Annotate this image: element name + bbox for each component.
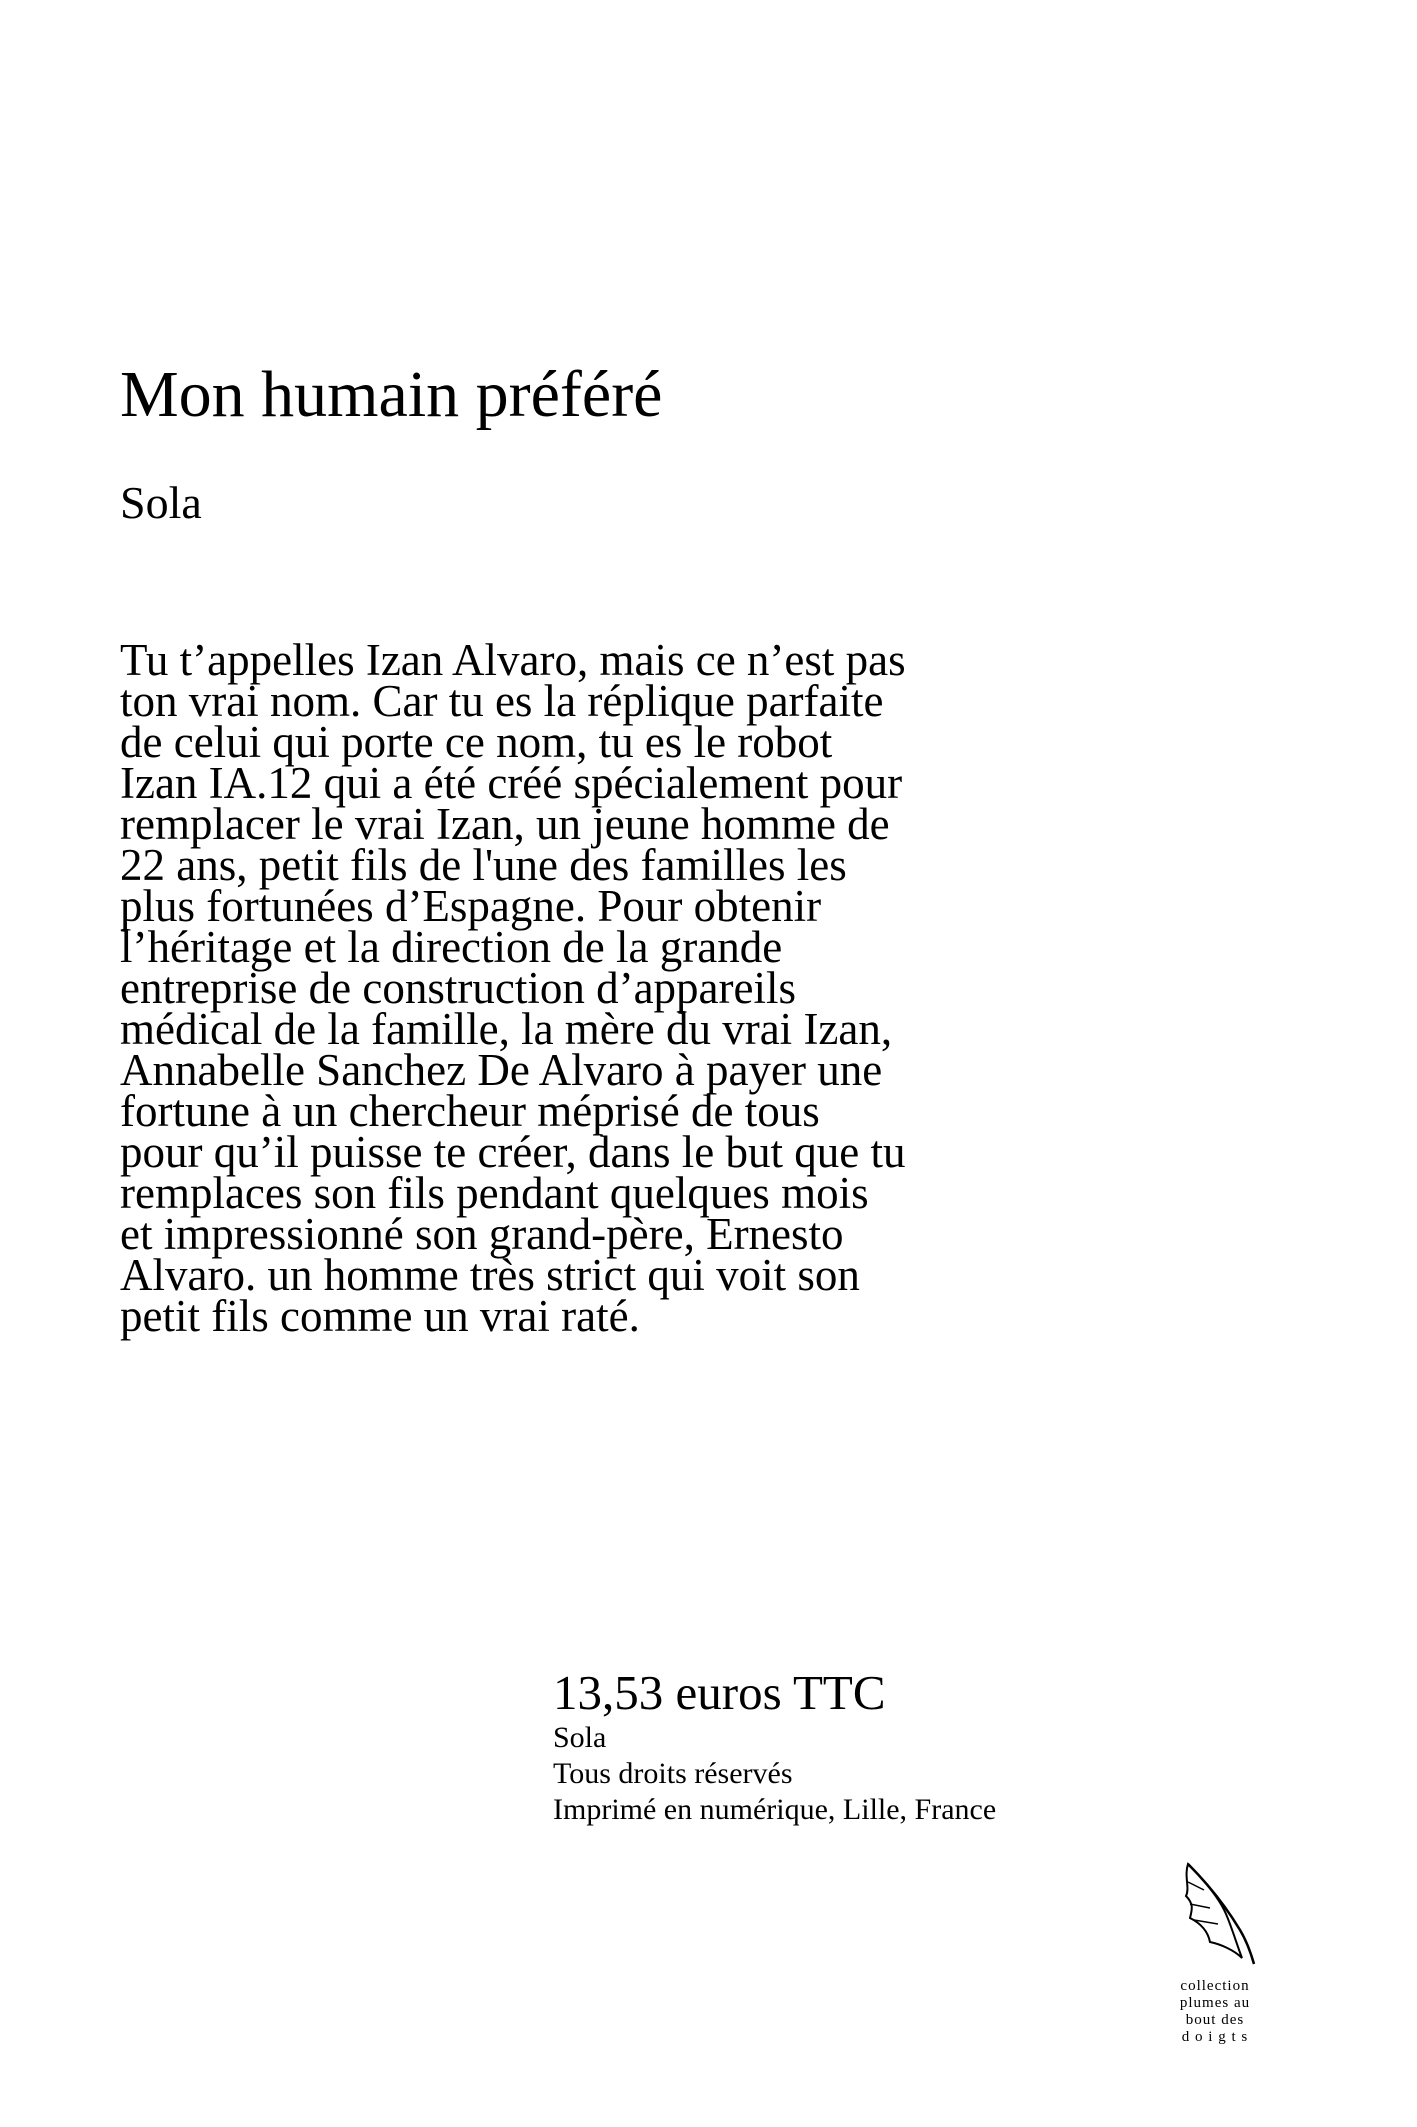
- book-author: Sola: [120, 477, 202, 528]
- blurb-line: plus fortunées d’Espagne. Pour obtenir: [120, 881, 822, 931]
- blurb-line: Annabelle Sanchez De Alvaro à payer une: [120, 1045, 883, 1095]
- blurb-line: Alvaro. un homme très strict qui voit son: [120, 1250, 860, 1300]
- quill-feather-icon: [1180, 1860, 1260, 1970]
- blurb-line: petit fils comme un vrai raté.: [120, 1291, 640, 1341]
- blurb-line: médical de la famille, la mère du vrai Izan,: [120, 1004, 893, 1054]
- blurb-line: Tu t’appelles Izan Alvaro, mais ce n’est pas: [120, 635, 906, 685]
- blurb-line: remplaces son fils pendant quelques mois: [120, 1168, 869, 1218]
- blurb-line: entreprise de construction d’appareils: [120, 963, 796, 1013]
- price: 13,53 euros TTC: [553, 1665, 886, 1720]
- logo-line: collection: [1180, 1978, 1250, 1994]
- publisher-logo: [1160, 1860, 1310, 2046]
- blurb-line: fortune à un chercheur méprisé de tous: [120, 1086, 820, 1136]
- blurb-line: pour qu’il puisse te créer, dans le but que tu: [120, 1127, 906, 1177]
- colophon-author: Sola: [553, 1721, 607, 1754]
- colophon-rights: Tous droits réservés: [553, 1757, 793, 1790]
- blurb-line: ton vrai nom. Car tu es la réplique parfaite: [120, 676, 884, 726]
- blurb-line: de celui qui porte ce nom, tu es le robot: [120, 717, 833, 767]
- logo-line: bout des: [1185, 2012, 1245, 2028]
- blurb: [120, 635, 1080, 1341]
- blurb-line: et impressionné son grand-père, Ernesto: [120, 1209, 844, 1259]
- book-title: Mon humain préféré: [120, 358, 663, 431]
- logo-line: plumes au: [1179, 1995, 1251, 2011]
- blurb-line: 22 ans, petit fils de l'une des familles les: [120, 840, 847, 890]
- logo-text: [1160, 1978, 1270, 2046]
- blurb-line: remplacer le vrai Izan, un jeune homme de: [120, 799, 890, 849]
- blurb-line: l’héritage et la direction de la grande: [120, 922, 783, 972]
- blurb-line: Izan IA.12 qui a été créé spécialement pour: [120, 758, 903, 808]
- colophon: [553, 1720, 996, 1828]
- colophon-printing: Imprimé en numérique, Lille, France: [553, 1793, 997, 1826]
- logo-line: d o i g t s: [1181, 2029, 1249, 2045]
